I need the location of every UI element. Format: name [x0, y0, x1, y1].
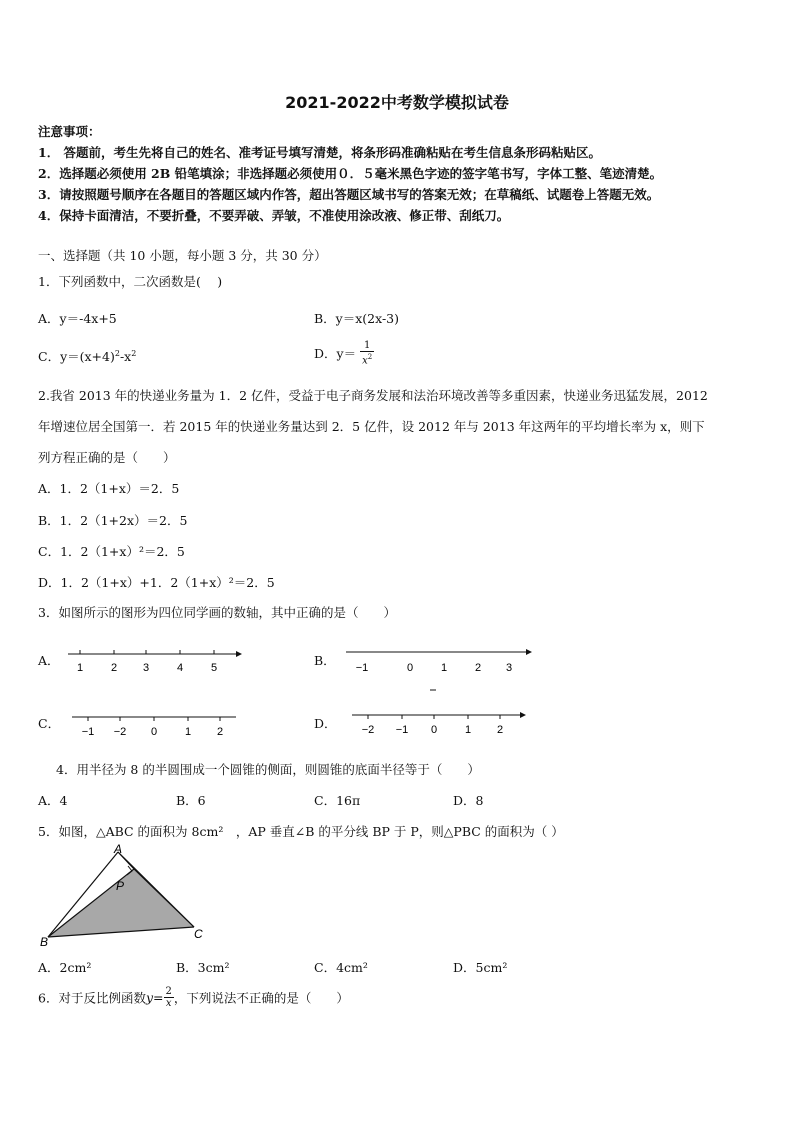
- tick-label: 3: [505, 662, 513, 674]
- notice-item-4: 4．保持卡面清洁，不要折叠，不要弄破、弄皱，不准使用涂改液、修正带、刮纸刀。: [38, 208, 510, 223]
- tick-label: −1: [355, 662, 369, 674]
- q3-option-a-label: A．: [38, 653, 60, 668]
- tick-label: 1: [464, 724, 472, 736]
- q3-option-d-label: D．: [314, 716, 337, 731]
- q5-option-c: C．4cm²: [314, 960, 368, 975]
- q4-option-a: A．4: [38, 793, 68, 808]
- q2-stem-line1: 2.我省 2013 年的快递业务量为 1．2 亿件，受益于电子商务发展和法治环境改善等多重因素，快递业务迅猛发展，2012: [38, 388, 708, 403]
- point-label-p: P: [116, 879, 125, 893]
- notice-item-3: 3．请按照题号顺序在各题目的答题区域内作答，超出答题区域书写的答案无效；在草稿纸、试题卷上答题无效。: [38, 187, 660, 202]
- tick-label: 1: [76, 662, 84, 674]
- tick-label: 2: [216, 726, 224, 738]
- tick-label: −1: [395, 724, 409, 736]
- q2-stem-line2: 年增速位居全国第一．若 2015 年的快递业务量达到 2．5 亿件，设 2012 年与 2013 年这两年的平均增长率为 x，则下: [38, 419, 705, 434]
- q5-option-d: D．5cm²: [453, 960, 508, 975]
- q1-stem: 1．下列函数中，二次函数是( ): [38, 274, 223, 289]
- q3-number-line-c: [70, 708, 240, 738]
- tick-label: 0: [150, 726, 158, 738]
- tick-label: 4: [176, 662, 184, 674]
- vertex-label-c: C: [194, 927, 203, 941]
- q3-option-c-label: C．: [38, 716, 61, 731]
- vertex-label-b: B: [40, 935, 49, 949]
- tick-label: 3: [142, 662, 150, 674]
- notice-item-2: 2．选择题必须使用 2B 铅笔填涂；非选择题必须使用０．５毫米黑色字迹的签字笔书写，字体工整、笔迹清楚。: [38, 166, 663, 181]
- q3-number-line-b: [344, 645, 534, 695]
- tick-label: 2: [110, 662, 118, 674]
- exam-title: 2021-2022中考数学模拟试卷: [285, 93, 509, 112]
- tick-label: 0: [406, 662, 414, 674]
- q3-stem: 3．如图所示的图形为四位同学画的数轴，其中正确的是（ ）: [38, 605, 396, 620]
- q1-option-a: A．y＝-4x+5: [38, 311, 117, 326]
- notice-item-1: 1． 答题前，考生先将自己的姓名、准考证号填写清楚，将条形码准确粘贴在考生信息条形码粘贴区。: [38, 145, 602, 160]
- tick-label: 1: [184, 726, 192, 738]
- vertex-label-a: A: [114, 842, 123, 856]
- fraction: $\frac{2}{x}$: [165, 986, 172, 1009]
- q5-stem: 5．如图，△ABC 的面积为 8cm² ，AP 垂直∠B 的平分线 BP 于 P，则△PBC 的面积为（ ）: [38, 824, 564, 839]
- q5-option-a: A．2cm²: [38, 960, 92, 975]
- fraction: $\frac{1}{x^2}$: [362, 340, 373, 367]
- tick-label: 1: [440, 662, 448, 674]
- tick-label: −1: [81, 726, 95, 738]
- q2-option-d: D．1．2（1+x）+1．2（1+x）²＝2．5: [38, 575, 275, 590]
- tick-label: 0: [430, 724, 438, 736]
- tick-label: 5: [210, 662, 218, 674]
- notice-heading: 注意事项：: [38, 124, 101, 139]
- q5-option-b: B．3cm²: [176, 960, 230, 975]
- q1-option-b: B．y＝x(2x-3): [314, 311, 400, 326]
- q1-option-c: C．$y=(x+4)^2-x^2$: [38, 348, 137, 364]
- q2-option-c: C．1．2（1+x）²＝2．5: [38, 544, 185, 559]
- q4-option-c: C．16π: [314, 793, 361, 808]
- q2-option-b: B．1．2（1+2x）＝2．5: [38, 513, 188, 528]
- q4-option-d: D．8: [453, 793, 484, 808]
- q3-number-line-a: [66, 645, 242, 675]
- q6-stem: 6．对于反比例函数y= $\frac{2}{x}$ ，下列说法不正确的是（ ）: [38, 986, 349, 1009]
- tick-label: −2: [113, 726, 127, 738]
- section-heading: 一、选择题（共 10 小题，每小题 3 分，共 30 分）: [38, 248, 327, 263]
- q4-stem: 4．用半径为 8 的半圆围成一个圆锥的侧面，则圆锥的底面半径等于（ ）: [56, 762, 480, 777]
- q4-option-b: B．6: [176, 793, 206, 808]
- tick-label: 2: [474, 662, 482, 674]
- tick-label: 2: [496, 724, 504, 736]
- q2-stem-line3: 列方程正确的是（ ）: [38, 450, 176, 465]
- q5-triangle-figure: [36, 842, 216, 954]
- q2-option-a: A．1．2（1+x）＝2．5: [38, 481, 180, 496]
- tick-label: −2: [361, 724, 375, 736]
- q1-option-d: D．y＝ $\frac{1}{x^2}$: [314, 340, 373, 367]
- q3-option-b-label: B．: [314, 653, 336, 668]
- q3-number-line-d: [350, 706, 530, 736]
